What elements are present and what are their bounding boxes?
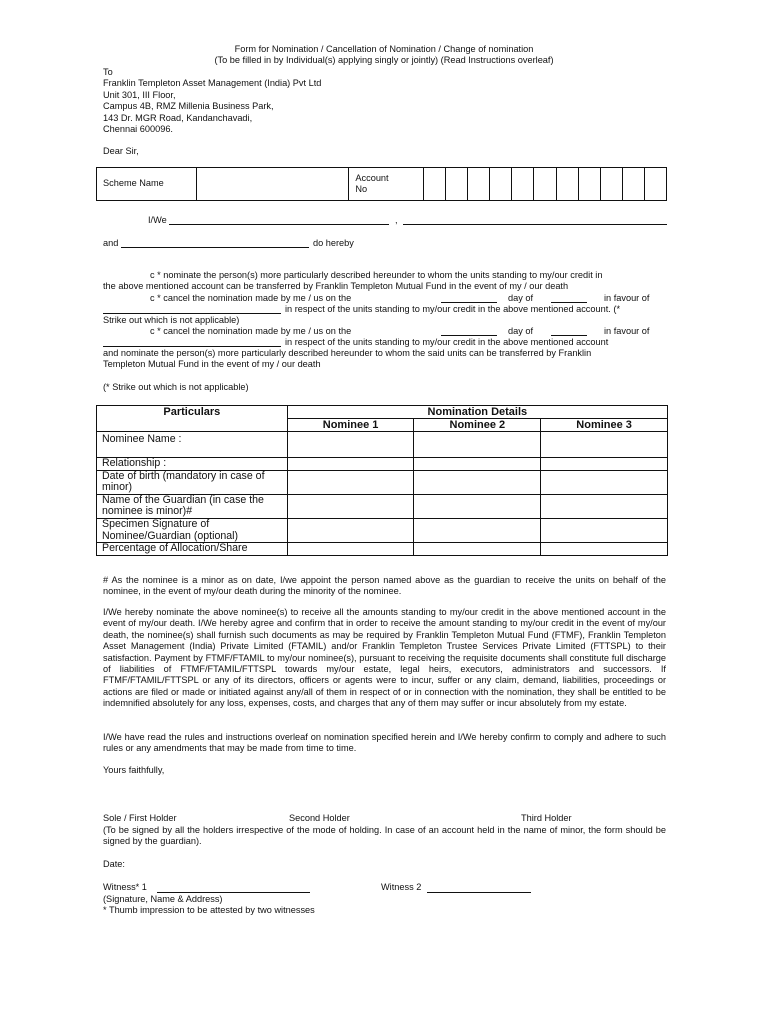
nominee-3-signature-cell[interactable] [541,518,668,542]
option-3-line-a: c * cancel the nomination made by me / us on the [150,326,352,336]
nominee-1-signature-cell[interactable] [287,518,414,542]
form-subtitle: (To be filled in by Individual(s) applying singly or jointly) (Read Instructions overleaf) [214,55,554,65]
scheme-name-field[interactable] [196,168,348,201]
account-digit-box[interactable] [446,168,468,201]
account-digit-box[interactable] [644,168,666,201]
address-line: 143 Dr. MGR Road, Kandanchavadi, [103,112,253,123]
row-label-signature: Specimen Signature of Nominee/Guardian (optional) [97,518,288,542]
table-row [97,543,668,556]
option-3-line-c: and nominate the person(s) more particularly described hereunder to whom the said units can be transferred by Franklin [103,348,592,358]
scheme-account-table [96,167,667,201]
option-2-line-b: in respect of the units standing to my/our credit in the above mentioned account. (* [285,304,621,314]
account-digit-box[interactable] [600,168,622,201]
account-digit-box[interactable] [424,168,446,201]
option-2-favour-line[interactable] [103,313,281,314]
option-1-line-a: c * nominate the person(s) more particularly described hereunder to whom the units standing to my/our credit in [150,270,603,280]
account-digit-box[interactable] [468,168,490,201]
table-row [97,470,668,494]
witness-1-line[interactable] [157,892,310,893]
option-2-month-line[interactable] [551,302,587,303]
option-3-month-line[interactable] [551,335,587,336]
nominee-2-name-cell[interactable] [414,432,541,458]
account-digit-box[interactable] [622,168,644,201]
table-row [97,458,668,471]
first-holder-label: Sole / First Holder [103,813,177,823]
rules-paragraph: I/We have read the rules and instructions overleaf on nomination specified herein and I/We hereby confirm to comply and adhere to such rules or any amendments that may be made from time to time. [103,732,666,754]
strike-note: (* Strike out which is not applicable) [103,382,249,392]
nominee-2-header: Nominee 2 [414,419,541,432]
nominee-1-guardian-cell[interactable] [287,494,414,518]
nominee-2-percentage-cell[interactable] [414,543,541,556]
account-digit-box[interactable] [556,168,578,201]
witness-2-label: Witness 2 [381,882,422,892]
option-2-day-of: day of [508,293,534,303]
nomination-table [96,405,668,556]
table-row [97,494,668,518]
option-3-favour-line[interactable] [103,346,281,347]
nominee-1-dob-cell[interactable] [287,470,414,494]
nominee-1-header: Nominee 1 [287,419,414,432]
nominee-2-relationship-cell[interactable] [414,458,541,471]
address-line: Franklin Templeton Asset Management (India) Pvt Ltd [103,78,322,89]
option-2-line-c: Strike out which is not applicable) [103,315,240,325]
option-3-line-d: Templeton Mutual Fund in the event of my / our death [103,359,321,369]
yours-faithfully: Yours faithfully, [103,765,165,775]
nominee-3-relationship-cell[interactable] [541,458,668,471]
account-no-label: Account No [349,168,424,201]
third-holder-label: Third Holder [521,813,572,823]
table-row [97,518,668,542]
nominee-3-guardian-cell[interactable] [541,494,668,518]
nominee-3-percentage-cell[interactable] [541,543,668,556]
address-line: Campus 4B, RMZ Millenia Business Park, [103,101,274,112]
option-3-in-favour: in favour of [604,326,650,336]
and-label: and [103,238,119,248]
option-3-date-line[interactable] [441,335,497,336]
row-label-guardian: Name of the Guardian (in case the nominee is minor)# [97,494,288,518]
row-label-nominee-name: Nominee Name : [97,432,288,458]
address-block [103,67,321,135]
account-digit-box[interactable] [512,168,534,201]
second-holder-label: Second Holder [289,813,350,823]
option-2-line-a: c * cancel the nomination made by me / us on the [150,293,352,303]
form-title: Form for Nomination / Cancellation of Nomination / Change of nomination [234,44,534,54]
witness-1-label: Witness* 1 [103,882,147,892]
table-row [97,432,668,458]
witness-2-line[interactable] [427,892,531,893]
iwe-label: I/We [148,215,167,225]
nominee-1-relationship-cell[interactable] [287,458,414,471]
nominee-2-guardian-cell[interactable] [414,494,541,518]
address-to: To [103,67,113,77]
account-digit-box[interactable] [490,168,512,201]
account-digit-box[interactable] [578,168,600,201]
guardian-note: # As the nominee is a minor as on date, I/we appoint the person named above as the guardian to receive the units on behalf of the nominee, in the event of my/our death during the minority of the nominee. [103,575,666,597]
nominee-2-dob-cell[interactable] [414,470,541,494]
option-1-line-b: the above mentioned account can be transferred by Franklin Templeton Mutual Fund in the event of my / our death [103,281,569,291]
date-label: Date: [103,859,125,869]
nominee-3-header: Nominee 3 [541,419,668,432]
declaration-paragraph: I/We hereby nominate the above nominee(s) to receive all the amounts standing to my/our credit in the above mentioned account in the event of my/our death. I/We hereby agree and confirm that in order to receive the amount standing to my/our credit in the event of my/our death, the nominee(s) shall furnish such documents as may be required by Franklin Templeton Mutual Fund (FTMF), Franklin Templeton Asset Management (India) Private Limited (FTAMIL) and/or Franklin Templeton Trustee Services Private Limited (FTTSPL) to their satisfaction. Payment by FTMF/FTAMIL to my/our nominee(s), pursuant to receiving the requisite documents shall constitute full discharge of liabilities of FTMF/FTAMIL/FTTSPL towards my/our estate, legal heirs, executors, administrators and successors. If FTMF/FTAMIL/FTTSPL or any of its directors, officers or agents were to incur, suffer or any claim, demand, liabilities, proceedings or actions are filed or made or initiated against any/all of them in respect of or in connection with the nomination, they shall be entitled to be indemnified absolutely for any loss, expenses, costs, and charges that any of them may suffer or incur absolutely from my estate. [103,607,666,709]
nominee-3-name-cell[interactable] [541,432,668,458]
applicant-name-line-2[interactable] [403,224,667,225]
row-label-percentage: Percentage of Allocation/Share [97,543,288,556]
nominee-1-name-cell[interactable] [287,432,414,458]
salutation: Dear Sir, [103,146,139,156]
option-2-date-line[interactable] [441,302,497,303]
row-label-relationship: Relationship : [97,458,288,471]
signing-note: (To be signed by all the holders irrespective of the mode of holding. In case of an account held in the name of minor, the form should be signed by the guardian). [103,825,666,847]
row-label-dob: Date of birth (mandatory in case of minor) [97,470,288,494]
comma: , [395,215,398,225]
do-hereby-label: do hereby [313,238,354,248]
applicant-name-line-3[interactable] [121,247,309,248]
applicant-name-line-1[interactable] [169,224,389,225]
particulars-header: Particulars [97,406,288,432]
nominee-1-percentage-cell[interactable] [287,543,414,556]
signature-name-address: (Signature, Name & Address) [103,894,223,904]
scheme-name-label: Scheme Name [97,168,197,201]
account-digit-box[interactable] [534,168,556,201]
address-line: Unit 301, III Floor, [103,89,176,100]
thumb-impression-note: * Thumb impression to be attested by two witnesses [103,905,315,915]
option-3-line-b: in respect of the units standing to my/our credit in the above mentioned account [285,337,609,347]
nominee-3-dob-cell[interactable] [541,470,668,494]
nominee-2-signature-cell[interactable] [414,518,541,542]
address-line: Chennai 600096. [103,124,173,135]
nomination-details-header: Nomination Details [287,406,667,419]
option-2-in-favour: in favour of [604,293,650,303]
option-3-day-of: day of [508,326,534,336]
